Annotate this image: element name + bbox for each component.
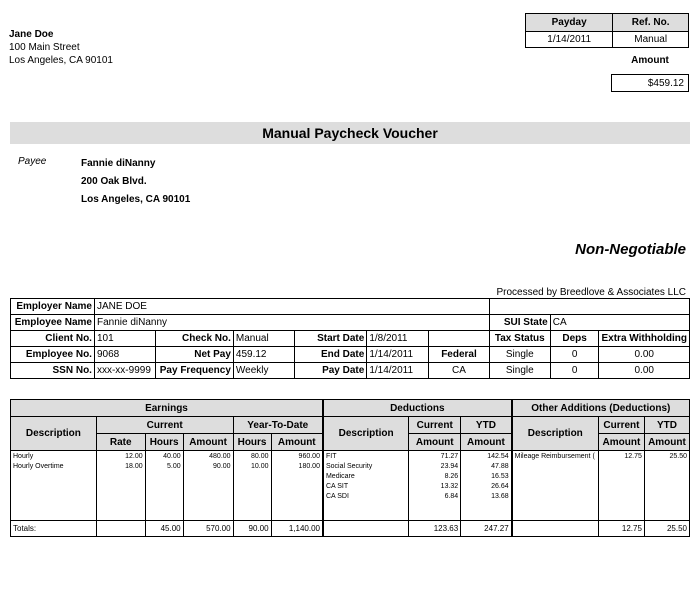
state-label: CA [429, 363, 490, 379]
other-description-header: Description [512, 417, 599, 451]
other-ytd-col [644, 451, 689, 521]
earn-amount: 480.00 [209, 453, 231, 460]
total-ytd-hours: 90.00 [233, 521, 271, 537]
other-current-header: Current [598, 417, 644, 434]
deductions-header: Deductions [323, 400, 512, 417]
earn-current-header: Current [96, 417, 233, 434]
voucher-title: Manual Paycheck Voucher [10, 122, 690, 144]
employer-name-value: JANE DOE [94, 299, 489, 315]
earn-description: Hourly Overtime [13, 463, 64, 470]
check-no-value: Manual [233, 331, 294, 347]
employer-name-label: Employer Name [11, 299, 95, 315]
empty-cell [512, 521, 599, 537]
payee-address-line2: Los Angeles, CA 90101 [81, 194, 191, 205]
ded-description-header: Description [323, 417, 409, 451]
earn-ytd-hours: 80.00 [251, 453, 269, 460]
pay-date-label: Pay Date [294, 363, 367, 379]
start-date-label: Start Date [294, 331, 367, 347]
ded-amount-header: Amount [409, 434, 461, 451]
other-ytd-amount-header: Amount [644, 434, 689, 451]
earn-ytd-amount-col [271, 451, 323, 521]
total-ded-current: 123.63 [409, 521, 461, 537]
other-ytd-header: YTD [644, 417, 689, 434]
earn-rate: 12.00 [125, 453, 143, 460]
employee-name-value: Fannie diNanny [94, 315, 489, 331]
ded-current: 13.32 [440, 483, 459, 490]
employer-address-line1: 100 Main Street [9, 42, 80, 53]
totals-label: Totals: [11, 521, 97, 537]
ssn-label: SSN No. [11, 363, 95, 379]
total-other-current: 12.75 [598, 521, 644, 537]
ded-current: 6.84 [444, 493, 459, 500]
non-negotiable-label: Non-Negotiable [575, 241, 686, 258]
earn-hours: 5.00 [167, 463, 181, 470]
earn-amount-col [183, 451, 233, 521]
total-ded-ytd: 247.27 [461, 521, 512, 537]
ded-current: 71.27 [440, 453, 459, 460]
payee-name: Fannie diNanny [81, 158, 156, 169]
earn-hours: 40.00 [163, 453, 181, 460]
employee-info-table [10, 298, 690, 379]
other-description: Mileage Reimbursement ( [514, 453, 595, 460]
deps-label: Deps [550, 331, 599, 347]
ded-current: 8.26 [444, 473, 459, 480]
payee-address-line1: 200 Oak Blvd. [81, 176, 147, 187]
ded-ytd-header: YTD [461, 417, 512, 434]
ded-description: CA SIT [325, 483, 349, 490]
pay-frequency-label: Pay Frequency [155, 363, 233, 379]
pay-date-value: 1/14/2011 [367, 363, 429, 379]
total-other-ytd: 25.50 [644, 521, 689, 537]
state-deps: 0 [550, 363, 599, 379]
payday-box [525, 13, 689, 48]
extra-withholding-label: Extra Withholding [599, 331, 690, 347]
net-pay-label: Net Pay [155, 347, 233, 363]
refno-label: Ref. No. [613, 14, 689, 32]
client-no-value: 101 [94, 331, 155, 347]
ytd-hours-header: Hours [233, 434, 271, 451]
earn-rate-col [96, 451, 145, 521]
end-date-label: End Date [294, 347, 367, 363]
employee-no-label: Employee No. [11, 347, 95, 363]
payee-address [81, 155, 190, 209]
earn-description: Hourly [13, 453, 34, 460]
earnings-table [10, 399, 690, 537]
earn-ytd-header: Year-To-Date [233, 417, 323, 434]
amount-value: $459.12 [611, 74, 689, 92]
employer-address [9, 28, 113, 67]
ded-ytd: 26.64 [491, 483, 509, 490]
state-status: Single [489, 363, 550, 379]
earn-rate: 18.00 [125, 463, 143, 470]
start-date-value: 1/8/2011 [367, 331, 429, 347]
employee-name-label: Employee Name [11, 315, 95, 331]
ded-current: 23.94 [440, 463, 459, 470]
sui-state-value: CA [550, 315, 689, 331]
federal-extra: 0.00 [599, 347, 690, 363]
empty-cell [429, 331, 490, 347]
sui-state-label: SUI State [489, 315, 550, 331]
other-description-col [512, 451, 599, 521]
total-hours: 45.00 [145, 521, 183, 537]
earn-description-header: Description [11, 417, 97, 451]
ded-description: Medicare [325, 473, 355, 480]
amount-header: Amount [183, 434, 233, 451]
earn-hours-col [145, 451, 183, 521]
earn-ytd-amount: 960.00 [298, 453, 320, 460]
ded-description: CA SDI [325, 493, 349, 500]
ded-current-col [409, 451, 461, 521]
ded-description: Social Security [325, 463, 373, 470]
employee-no-value: 9068 [94, 347, 155, 363]
earn-amount: 90.00 [213, 463, 231, 470]
ded-ytd: 16.53 [491, 473, 509, 480]
ded-ytd: 13.68 [491, 493, 509, 500]
end-date-value: 1/14/2011 [367, 347, 429, 363]
ded-description: FIT [325, 453, 337, 460]
employer-address-line2: Los Angeles, CA 90101 [9, 55, 113, 66]
federal-label: Federal [429, 347, 490, 363]
pay-frequency-value: Weekly [233, 363, 294, 379]
other-current-col [598, 451, 644, 521]
hours-header: Hours [145, 434, 183, 451]
client-no-label: Client No. [11, 331, 95, 347]
refno-value: Manual [613, 32, 689, 48]
ytd-amount-header: Amount [271, 434, 323, 451]
other-additions-header: Other Additions (Deductions) [512, 400, 690, 417]
total-amount: 570.00 [183, 521, 233, 537]
earn-ytd-hours: 10.00 [251, 463, 269, 470]
empty-cell [489, 299, 689, 315]
ded-description-col [323, 451, 409, 521]
total-ytd-amount: 1,140.00 [271, 521, 323, 537]
other-amount-header: Amount [598, 434, 644, 451]
federal-deps: 0 [550, 347, 599, 363]
ssn-value: xxx-xx-9999 [94, 363, 155, 379]
employer-name: Jane Doe [9, 29, 54, 40]
earnings-header: Earnings [11, 400, 323, 417]
processed-by: Processed by Breedlove & Associates LLC [496, 287, 686, 298]
payday-value: 1/14/2011 [526, 32, 613, 48]
other-ytd: 25.50 [669, 453, 687, 460]
ded-ytd: 142.54 [487, 453, 509, 460]
ded-ytd-amount-header: Amount [461, 434, 512, 451]
tax-status-label: Tax Status [489, 331, 550, 347]
earn-ytd-hours-col [233, 451, 271, 521]
payee-label: Payee [18, 156, 47, 167]
payday-label: Payday [526, 14, 613, 32]
empty-cell [96, 521, 145, 537]
earn-description-col [11, 451, 97, 521]
federal-status: Single [489, 347, 550, 363]
earn-ytd-amount: 180.00 [298, 463, 320, 470]
ded-current-header: Current [409, 417, 461, 434]
ded-ytd: 47.88 [491, 463, 509, 470]
net-pay-value: 459.12 [233, 347, 294, 363]
ded-ytd-col [461, 451, 512, 521]
rate-header: Rate [96, 434, 145, 451]
empty-cell [323, 521, 409, 537]
amount-label: Amount [631, 55, 669, 66]
check-no-label: Check No. [155, 331, 233, 347]
state-extra: 0.00 [599, 363, 690, 379]
other-current: 12.75 [624, 453, 642, 460]
